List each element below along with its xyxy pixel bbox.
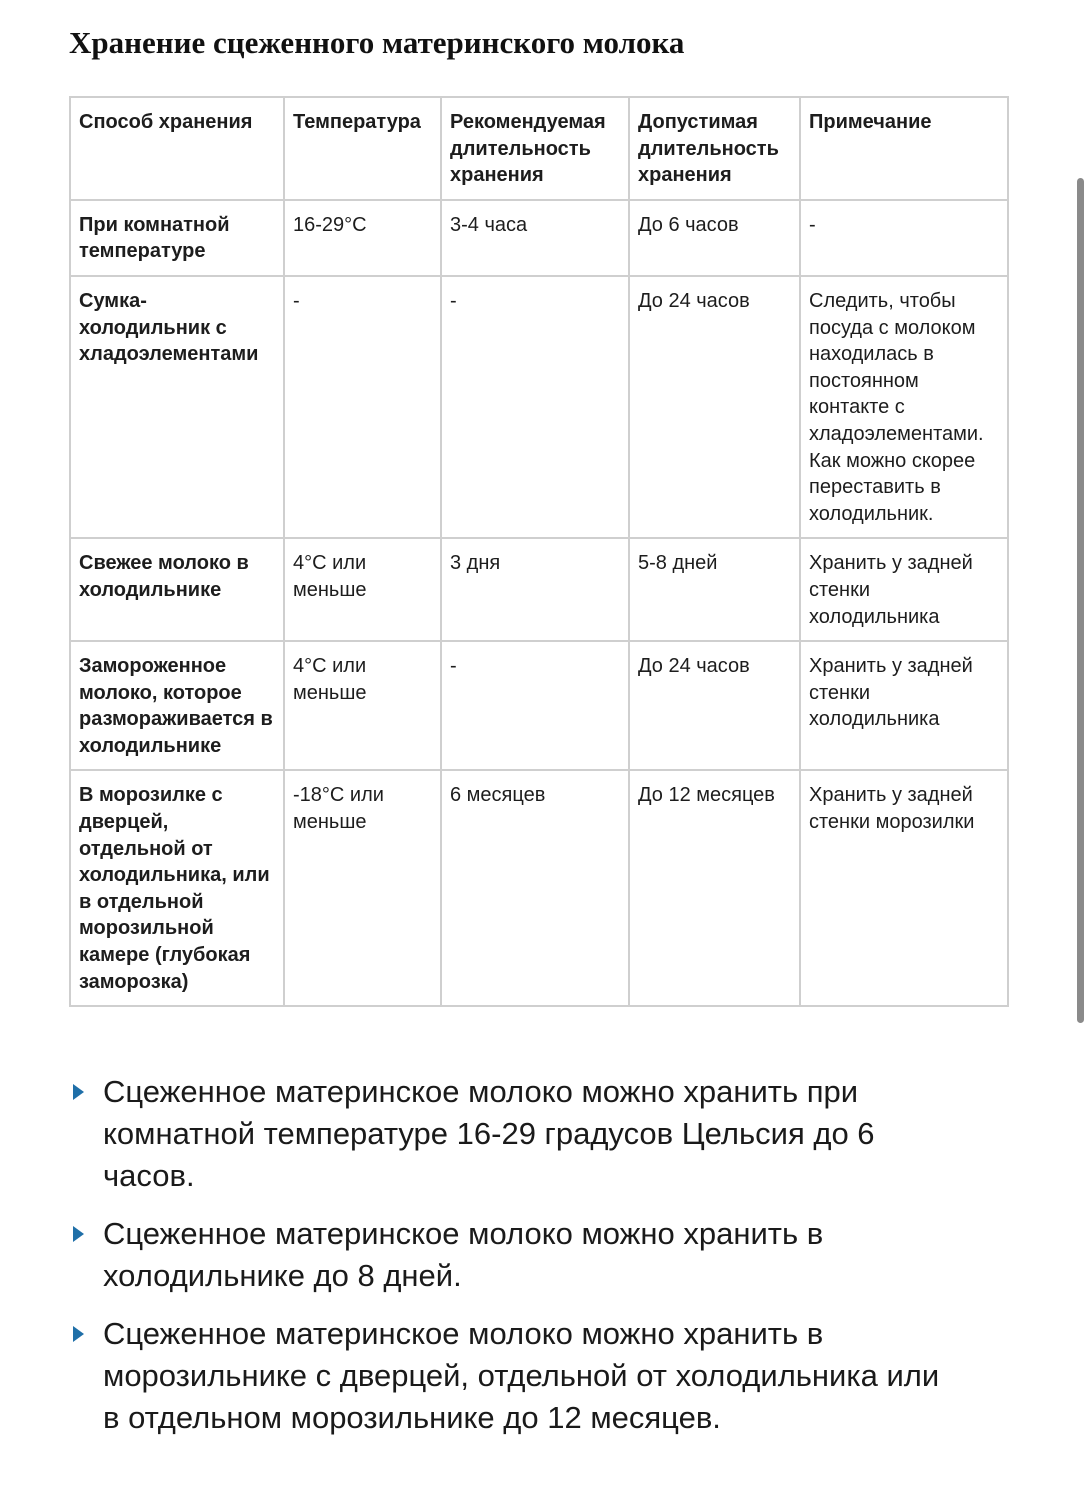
chevron-right-icon xyxy=(73,1226,84,1242)
cell-allowed: До 6 часов xyxy=(629,200,800,276)
cell-allowed: До 24 часов xyxy=(629,641,800,770)
cell-temperature: - xyxy=(284,276,441,538)
table-row xyxy=(70,276,1008,538)
list-item xyxy=(70,1213,950,1297)
cell-note: Хранить у задней стенки холодильника xyxy=(800,641,1008,770)
table-row xyxy=(70,641,1008,770)
cell-method: Свежее молоко в холодильнике xyxy=(70,538,284,641)
cell-method: Сумка-холодильник с хладоэлементами xyxy=(70,276,284,538)
cell-method: В морозилке с дверцей, отдельной от холодильника, или в отдельной морозильной камере (глубокая заморозка) xyxy=(70,770,284,1006)
cell-recommended: 3 дня xyxy=(441,538,629,641)
cell-recommended: 6 месяцев xyxy=(441,770,629,1006)
cell-recommended: - xyxy=(441,276,629,538)
page-title: Хранение сцеженного материнского молока xyxy=(69,25,685,60)
chevron-right-icon xyxy=(73,1326,84,1342)
header-allowed-duration: Допустимая длительность хранения xyxy=(629,97,800,200)
header-method: Способ хранения xyxy=(70,97,284,200)
cell-method: При комнатной температуре xyxy=(70,200,284,276)
table-row xyxy=(70,770,1008,1006)
cell-note: Следить, чтобы посуда с молоком находилась в постоянном контакте с хладоэлементами. Как можно скорее переставить в холодильник. xyxy=(800,276,1008,538)
facts-list xyxy=(70,1071,950,1455)
cell-method: Замороженное молоко, которое размораживается в холодильнике xyxy=(70,641,284,770)
cell-allowed: До 24 часов xyxy=(629,276,800,538)
cell-temperature: 4°C или меньше xyxy=(284,641,441,770)
table-row xyxy=(70,200,1008,276)
cell-note: - xyxy=(800,200,1008,276)
scrollbar[interactable] xyxy=(1077,178,1084,1023)
header-recommended-duration: Рекомендуемая длительность хранения xyxy=(441,97,629,200)
list-item-text: Сцеженное материнское молоко можно хранить в морозильнике с дверцей, отдельной от холодильника или в отдельном морозильнике до 12 месяцев. xyxy=(103,1316,940,1435)
chevron-right-icon xyxy=(73,1084,84,1100)
header-temperature: Температура xyxy=(284,97,441,200)
cell-note: Хранить у задней стенки морозилки xyxy=(800,770,1008,1006)
list-item-text: Сцеженное материнское молоко можно хранить в холодильнике до 8 дней. xyxy=(103,1216,824,1293)
list-item xyxy=(70,1313,950,1439)
table-header-row xyxy=(70,97,1008,200)
cell-note: Хранить у задней стенки холодильника xyxy=(800,538,1008,641)
cell-allowed: До 12 месяцев xyxy=(629,770,800,1006)
list-item-text: Сцеженное материнское молоко можно хранить при комнатной температуре 16-29 градусов Цельсия до 6 часов. xyxy=(103,1074,875,1193)
cell-temperature: 16-29°C xyxy=(284,200,441,276)
table-row xyxy=(70,538,1008,641)
cell-allowed: 5-8 дней xyxy=(629,538,800,641)
list-item xyxy=(70,1071,950,1197)
cell-recommended: 3-4 часа xyxy=(441,200,629,276)
cell-recommended: - xyxy=(441,641,629,770)
storage-table xyxy=(69,96,1009,1007)
header-note: Примечание xyxy=(800,97,1008,200)
cell-temperature: -18°C или меньше xyxy=(284,770,441,1006)
cell-temperature: 4°C или меньше xyxy=(284,538,441,641)
